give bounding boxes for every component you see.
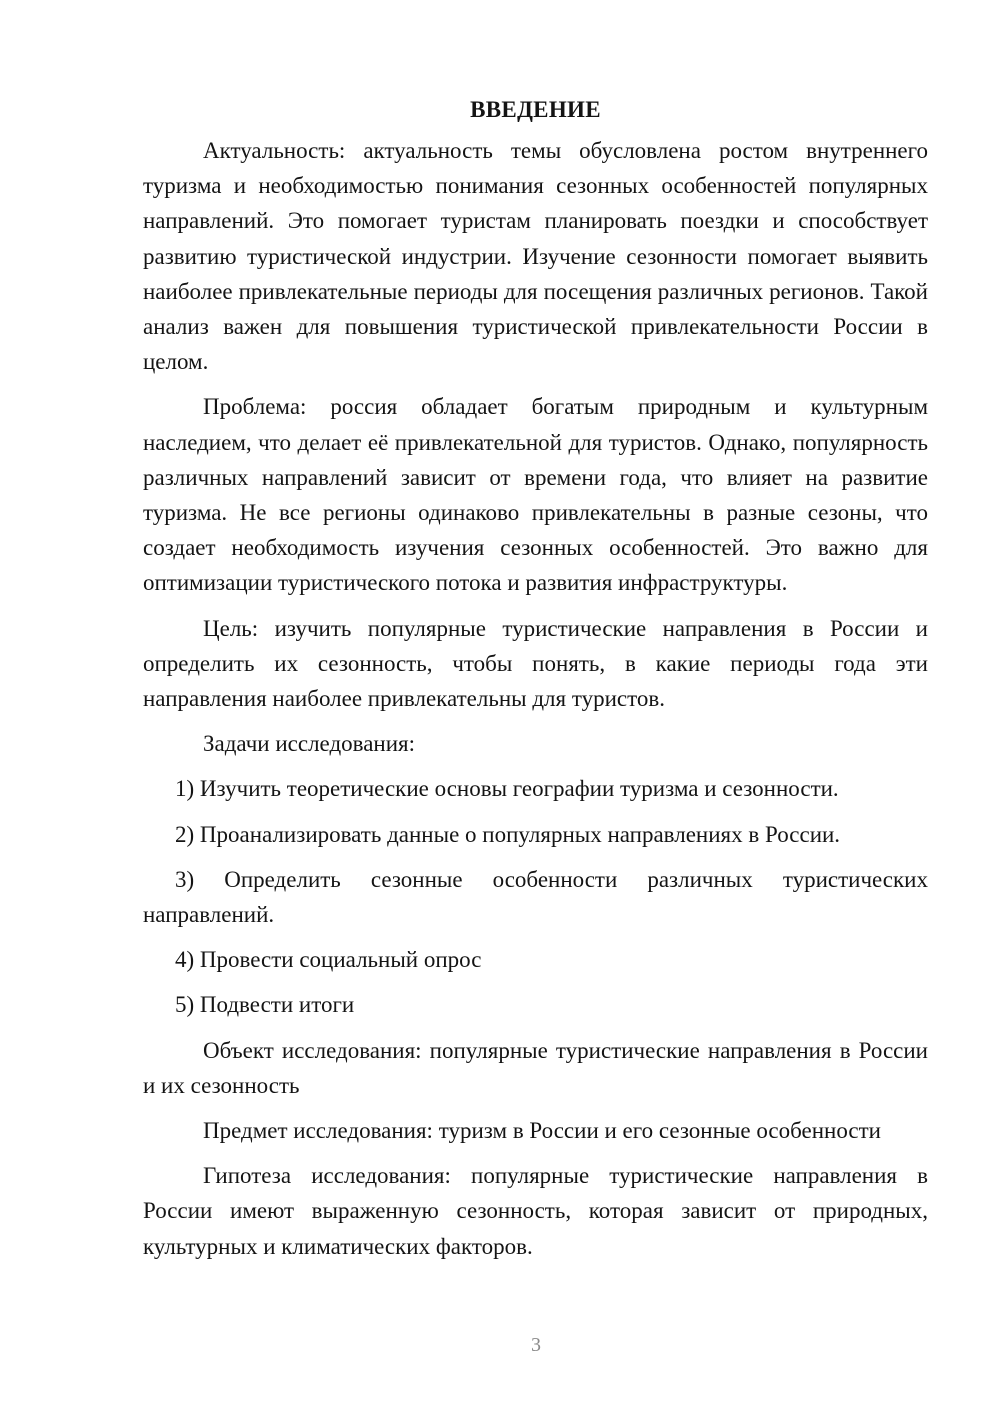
page-number: 3 [531,1334,541,1356]
tasks-heading: Задачи исследования: [203,731,416,757]
page-content [143,92,928,1264]
goal-paragraph: Цель: изучить популярные туристические направления в России и определить их сезонность, чтобы понять, в какие периоды года эти направления наиболее привлекательны для туристов. [143,615,928,712]
task-item: 4) Провести социальный опрос [175,947,482,973]
object-paragraph: Объект исследования: популярные туристические направления в России и их сезонность [143,1037,928,1098]
task-item: 3) Определить сезонные особенности различных туристических направлений. [143,866,928,928]
relevance-paragraph: Актуальность: актуальность темы обусловлена ростом внутреннего туризма и необходимостью понимания сезонных особенностей популярных направлений. Это помогает туристам планировать поездки и способствует развитию туристической индустрии. Изучение сезонности помогает выявить наиболее привлекательные периоды для посещения различных регионов. Такой анализ важен для повышения туристической привлекательности России в целом. [143,138,928,375]
page-title: ВВЕДЕНИЕ [470,97,601,122]
subject-paragraph: Предмет исследования: туризм в России и его сезонные особенности [203,1118,881,1144]
task-item: 2) Проанализировать данные о популярных направлениях в России. [175,821,841,847]
problem-paragraph: Проблема: россия обладает богатым природным и культурным наследием, что делает её привлекательной для туристов. Однако, популярность различных направлений зависит от времени года, что влияет на развитие туризма. Не все регионы одинаково привлекательны в разные сезоны, что создает необходимость изучения сезонных особенностей. Это важно для оптимизации туристического потока и развития инфраструктуры. [143,394,928,596]
task-item: 5) Подвести итоги [175,992,355,1018]
task-item: 1) Изучить теоретические основы географии туризма и сезонности. [175,776,839,802]
hypothesis-paragraph: Гипотеза исследования: популярные туристические направления в России имеют выраженную сезонность, которая зависит от природных, культурных и климатических факторов. [143,1163,928,1259]
